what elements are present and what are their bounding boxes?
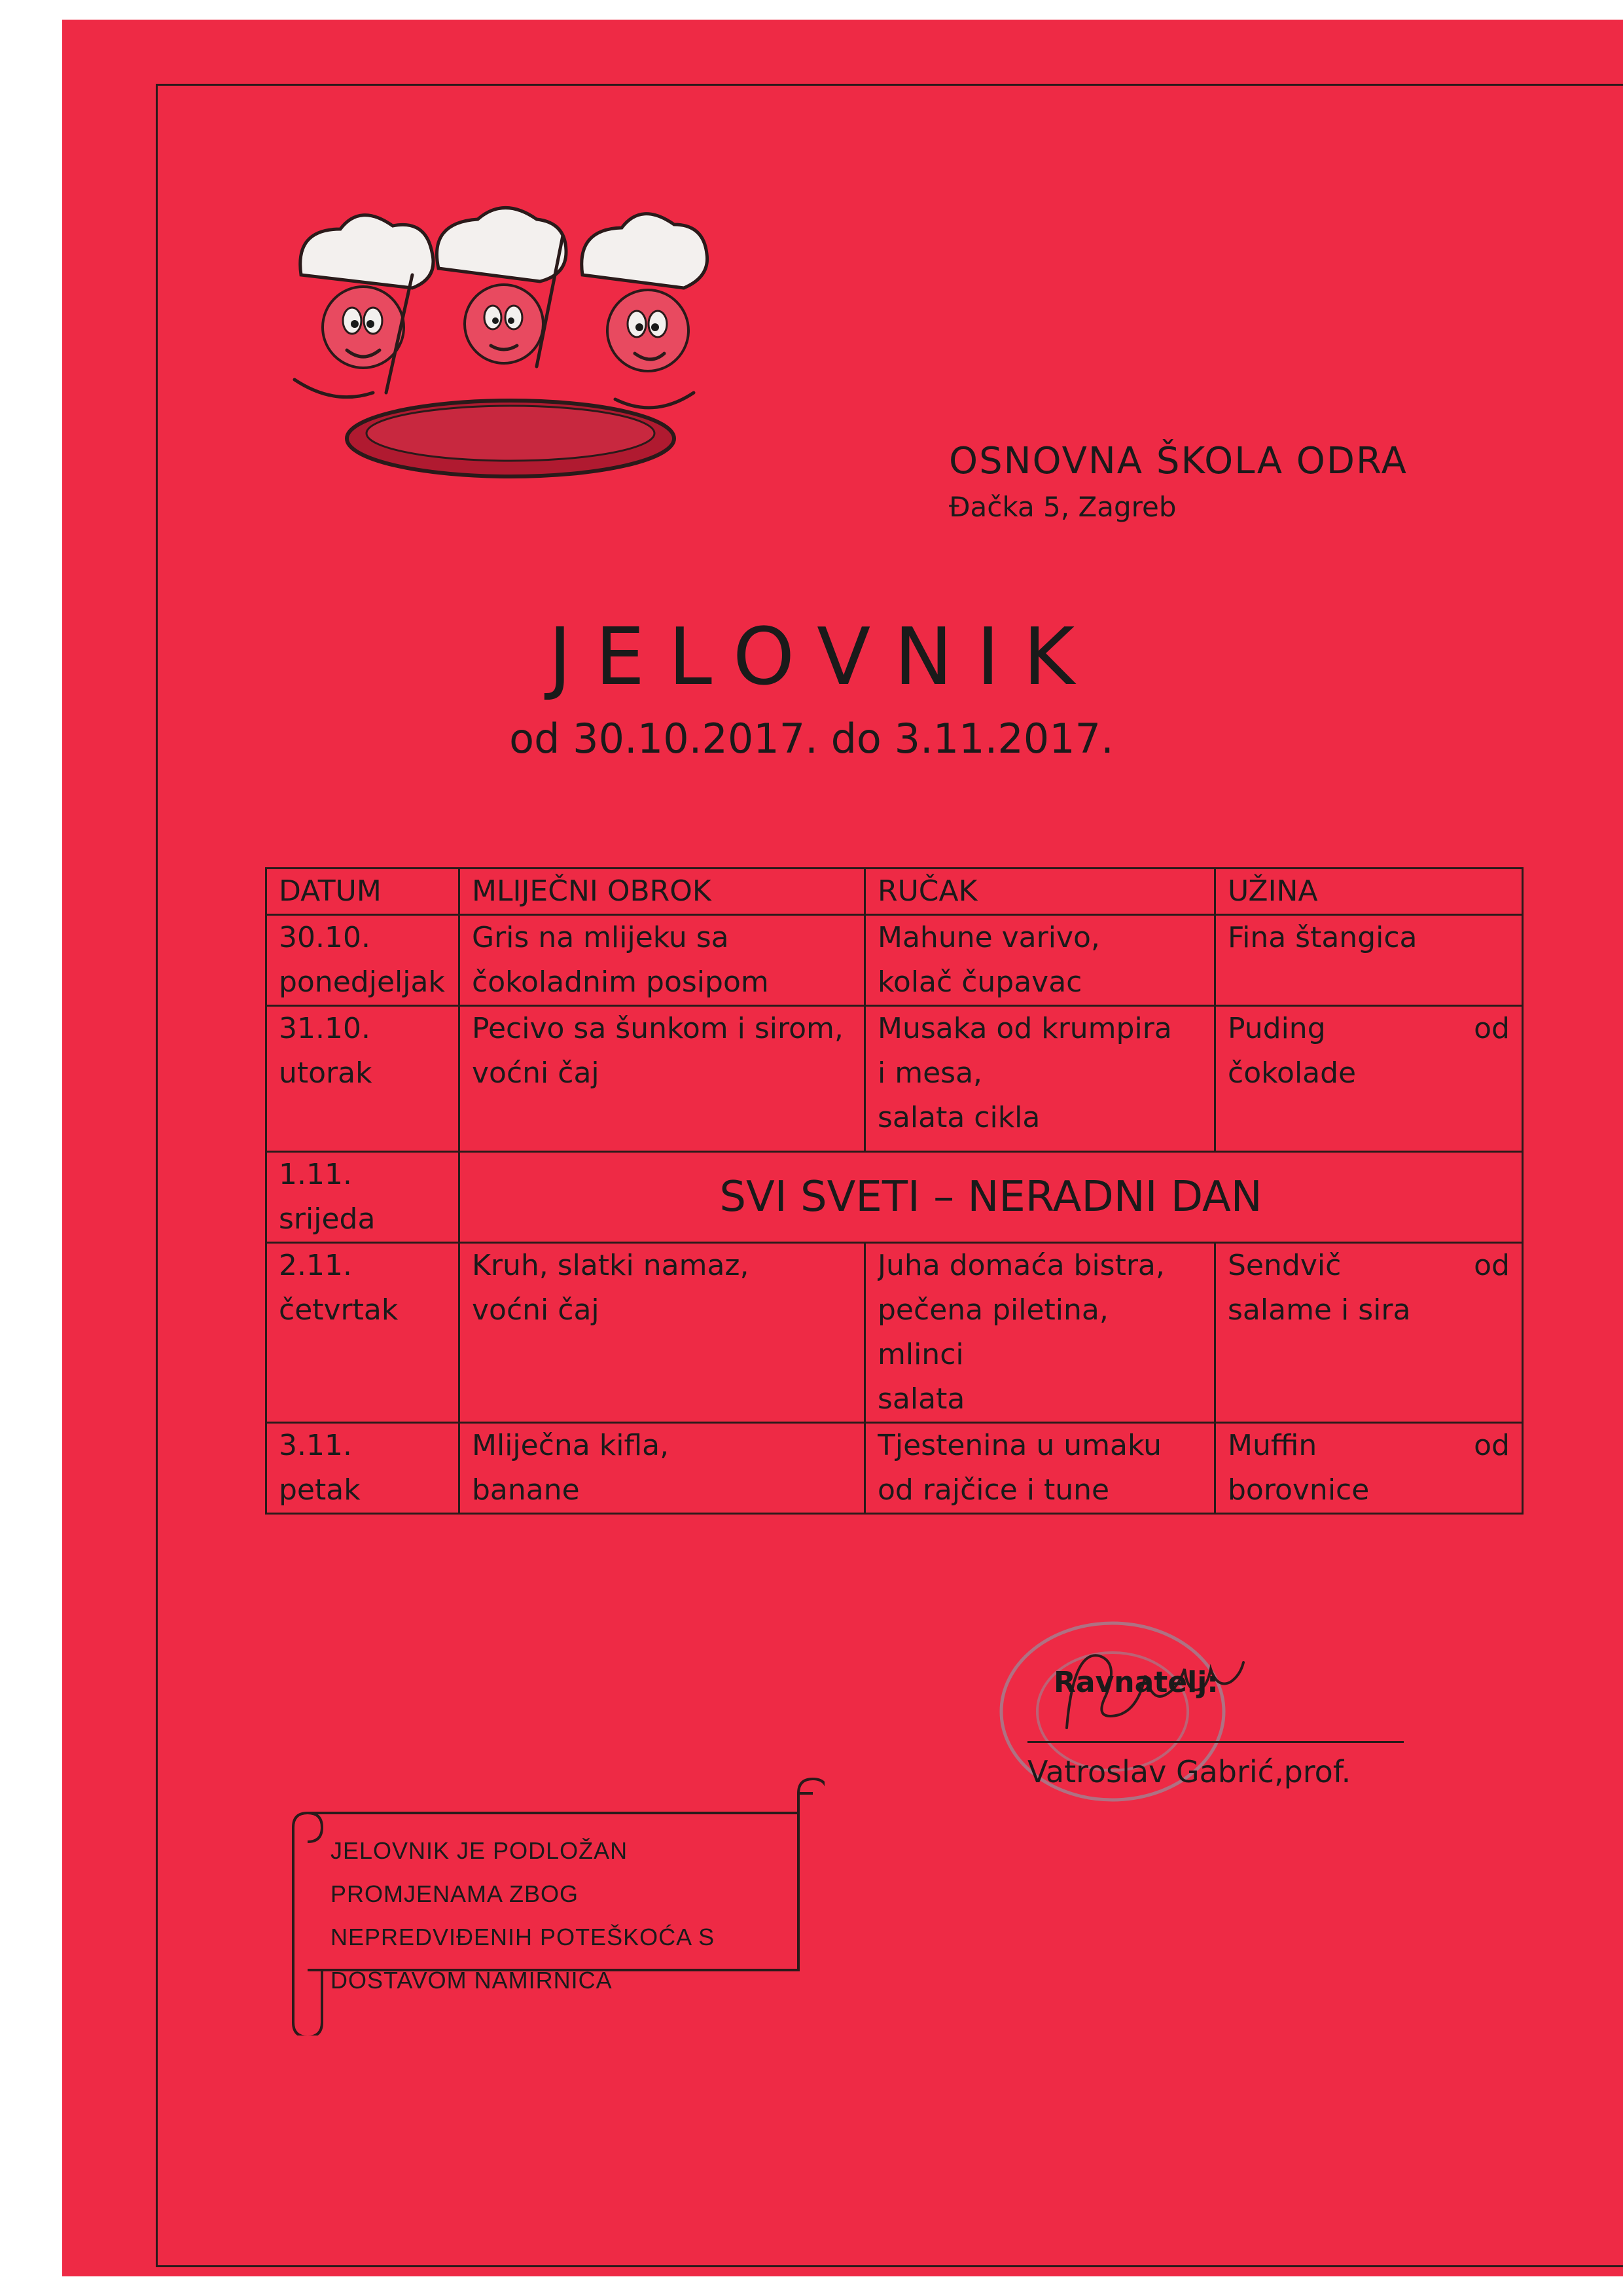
signature-line — [1027, 1741, 1404, 1743]
notice-line: NEPREDVIĐENIH POTEŠKOĆA S — [330, 1924, 715, 1950]
rucak-cell — [865, 1423, 1215, 1514]
mlijecni-cell — [459, 1243, 865, 1423]
disclaimer-notice — [330, 1829, 715, 2002]
date: 2.11. — [279, 1249, 352, 1282]
weekday: četvrtak — [279, 1293, 399, 1327]
date: 3.11. — [279, 1429, 352, 1462]
meal-line: Kruh, slatki namaz, — [472, 1249, 749, 1282]
weekday: petak — [279, 1473, 361, 1507]
table-row — [266, 1243, 1523, 1423]
meal-line: salata — [878, 1382, 965, 1416]
meal-line: Tjestenina u umaku — [878, 1429, 1162, 1462]
date-cell — [266, 915, 459, 1006]
header-datum: DATUM — [266, 869, 459, 915]
holiday-notice: SVI SVETI – NERADNI DAN — [459, 1152, 1523, 1243]
signatory-name: Vatroslav Gabrić,prof. — [1027, 1754, 1351, 1789]
meal-word: Puding — [1228, 1012, 1326, 1045]
meal-line: voćni čaj — [472, 1293, 599, 1327]
notice-line: PROMJENAMA ZBOG — [330, 1880, 579, 1907]
meal-word: Muffin — [1228, 1429, 1317, 1462]
date: 31.10. — [279, 1012, 370, 1045]
rucak-cell — [865, 1006, 1215, 1152]
meal-word: od — [1474, 1429, 1510, 1462]
table-header-row — [266, 869, 1523, 915]
meal-line: Musaka od krumpira — [878, 1012, 1172, 1045]
date: 1.11. — [279, 1158, 352, 1191]
date-cell — [266, 1006, 459, 1152]
mlijecni-cell — [459, 1423, 865, 1514]
rucak-cell — [865, 1243, 1215, 1423]
meal-line: Juha domaća bistra, — [878, 1249, 1165, 1282]
header-rucak: RUČAK — [865, 869, 1215, 915]
menu-table — [265, 867, 1524, 1515]
signature-label: Ravnatelj: — [1054, 1666, 1219, 1699]
meal-line — [1228, 1244, 1510, 1288]
weekday: utorak — [279, 1056, 372, 1090]
meal-line: salame i sira — [1228, 1293, 1411, 1327]
meal-line: i mesa, — [878, 1056, 983, 1090]
three-chefs-cooking-icon — [275, 196, 746, 484]
meal-line: čokoladnim posipom — [472, 965, 769, 999]
uzina-cell — [1215, 915, 1523, 1006]
table-row — [266, 1006, 1523, 1152]
weekday: ponedjeljak — [279, 965, 445, 999]
mlijecni-cell — [459, 915, 865, 1006]
page-title: JELOVNIK — [548, 612, 1099, 703]
table-row — [266, 915, 1523, 1006]
meal-line: Fina štangica — [1228, 921, 1418, 954]
meal-line: kolač čupavac — [878, 965, 1082, 999]
meal-line — [1228, 1007, 1510, 1051]
uzina-cell — [1215, 1423, 1523, 1514]
meal-line: od rajčice i tune — [878, 1473, 1110, 1507]
meal-line: Gris na mlijeku sa — [472, 921, 729, 954]
mlijecni-cell — [459, 1006, 865, 1152]
notice-line: JELOVNIK JE PODLOŽAN — [330, 1837, 628, 1864]
header-uzina: UŽINA — [1215, 869, 1523, 915]
meal-line — [1228, 1424, 1510, 1468]
table-row — [266, 1423, 1523, 1514]
uzina-cell — [1215, 1243, 1523, 1423]
meal-word: od — [1474, 1012, 1510, 1045]
meal-line: mlinci — [878, 1338, 964, 1371]
school-address: Đačka 5, Zagreb — [949, 491, 1177, 523]
meal-line: čokolade — [1228, 1056, 1357, 1090]
meal-line: Mliječna kifla, — [472, 1429, 669, 1462]
meal-line: Pecivo sa šunkom i sirom, — [472, 1012, 844, 1045]
date-cell — [266, 1243, 459, 1423]
meal-word: od — [1474, 1249, 1510, 1282]
meal-line: borovnice — [1228, 1473, 1370, 1507]
date-cell — [266, 1423, 459, 1514]
date-cell — [266, 1152, 459, 1243]
meal-word: Sendvič — [1228, 1249, 1342, 1282]
date: 30.10. — [279, 921, 370, 954]
weekday: srijeda — [279, 1202, 376, 1236]
meal-line: voćni čaj — [472, 1056, 599, 1090]
meal-line: banane — [472, 1473, 580, 1507]
date-range-subtitle: od 30.10.2017. do 3.11.2017. — [509, 715, 1114, 762]
meal-line: salata cikla — [878, 1101, 1041, 1134]
uzina-cell — [1215, 1006, 1523, 1152]
table-row — [266, 1152, 1523, 1243]
school-name: OSNOVNA ŠKOLA ODRA — [949, 440, 1408, 482]
meal-line: pečena piletina, — [878, 1293, 1109, 1327]
header-mlijecni-obrok: MLIJEČNI OBROK — [459, 869, 865, 915]
meal-line: Mahune varivo, — [878, 921, 1100, 954]
notice-line: DOSTAVOM NAMIRNICA — [330, 1967, 613, 1994]
rucak-cell — [865, 915, 1215, 1006]
